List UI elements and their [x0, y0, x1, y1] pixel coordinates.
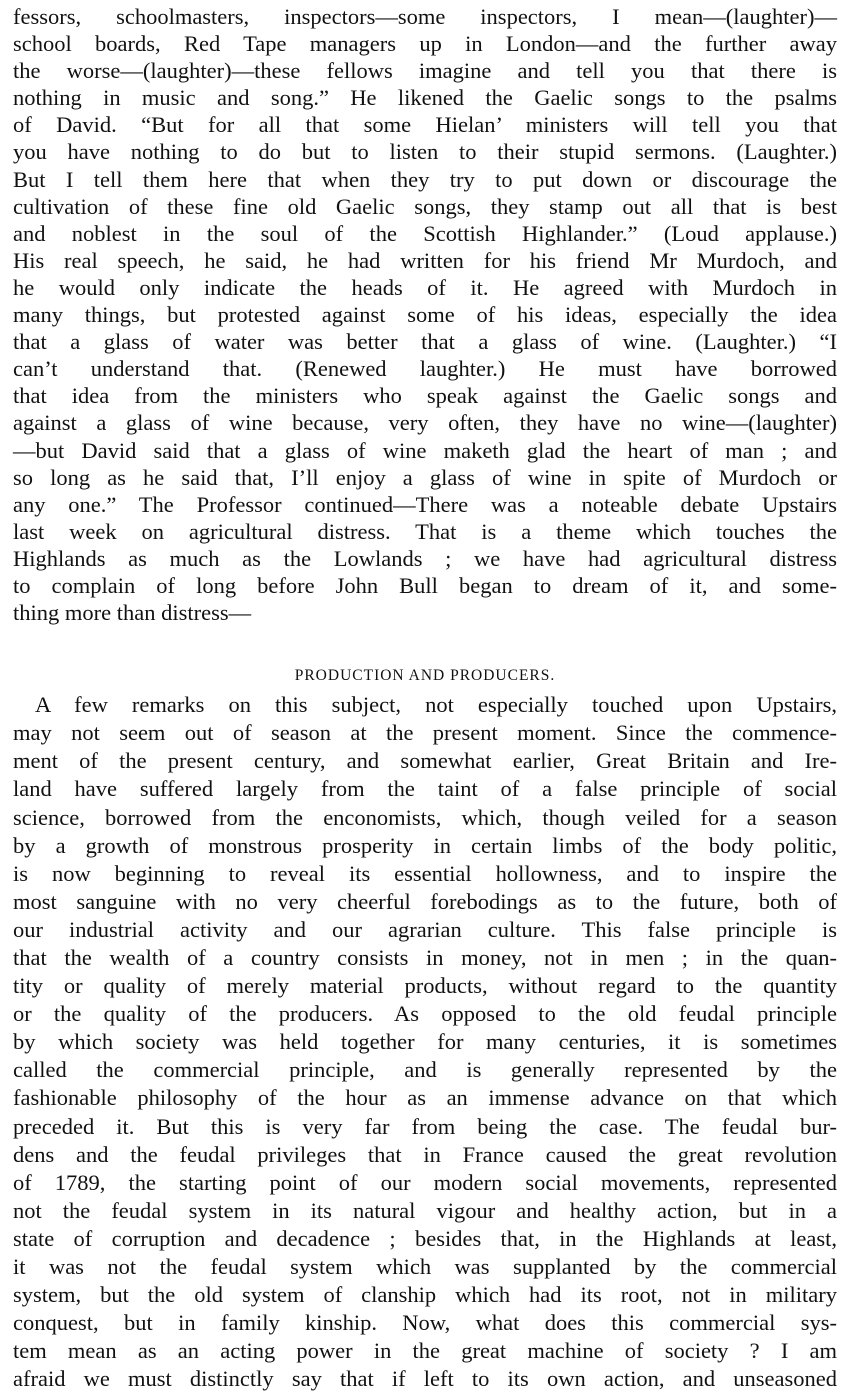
text-line: by which society was held together for many centuries, it is sometimes: [13, 1029, 837, 1055]
text-line: —but David said that a glass of wine maketh glad the heart of man ; and: [13, 437, 837, 463]
text-line: last week on agricultural distress. That is a theme which touches the: [13, 518, 837, 544]
text-line: many things, but protested against some of his ideas, especially the idea: [13, 302, 837, 328]
text-line: science, borrowed from the enconomists, which, though veiled for a season: [13, 804, 837, 830]
text-line: school boards, Red Tape managers up in London—and the further away: [13, 31, 837, 57]
text-line: of David. “But for all that some Hielan’ ministers will tell you that: [13, 112, 837, 138]
text-line: any one.” The Professor continued—There was a noteable debate Upstairs: [13, 491, 837, 517]
text-line: His real speech, he said, he had written for his friend Mr Murdoch, and: [13, 247, 837, 273]
text-line: thing more than distress—: [13, 600, 252, 626]
text-line: can’t understand that. (Renewed laughter.) He must have borrowed: [13, 356, 837, 382]
text-line: against a glass of wine because, very often, they have no wine—(laughter): [13, 410, 837, 436]
text-line: state of corruption and decadence ; besides that, in the Highlands at least,: [13, 1225, 837, 1251]
text-line: by a growth of monstrous prosperity in certain limbs of the body politic,: [13, 832, 837, 858]
text-line: fashionable philosophy of the hour as an immense advance on that which: [13, 1085, 837, 1111]
text-line: system, but the old system of clanship which had its root, not in military: [13, 1282, 837, 1308]
text-line: nothing in music and song.” He likened the Gaelic songs to the psalms: [13, 85, 837, 111]
text-line: you have nothing to do but to listen to their stupid sermons. (Laughter.): [13, 139, 837, 165]
text-line: A few remarks on this subject, not especially touched upon Upstairs,: [35, 692, 837, 718]
text-line: But I tell them here that when they try to put down or discourage the: [13, 166, 837, 192]
text-line: preceded it. But this is very far from being the case. The feudal bur-: [13, 1113, 837, 1139]
text-line: tem mean as an acting power in the great machine of society ? I am: [13, 1338, 837, 1364]
text-line: of 1789, the starting point of our modern social movements, represented: [13, 1169, 837, 1195]
text-line: he would only indicate the heads of it. He agreed with Murdoch in: [13, 274, 837, 300]
text-line: Highlands as much as the Lowlands ; we have had agricultural distress: [13, 545, 837, 571]
text-line: it was not the feudal system which was supplanted by the commercial: [13, 1254, 837, 1280]
text-line: the worse—(laughter)—these fellows imagine and tell you that there is: [13, 58, 837, 84]
text-line: is now beginning to reveal its essential hollowness, and to inspire the: [13, 860, 837, 886]
text-line: not the feudal system in its natural vigour and healthy action, but in a: [13, 1197, 837, 1223]
text-line: may not seem out of season at the present moment. Since the commence-: [13, 720, 837, 746]
document-page: [13, 3, 837, 1394]
text-line: conquest, but in family kinship. Now, what does this commercial sys-: [13, 1310, 837, 1336]
text-line: called the commercial principle, and is generally represented by the: [13, 1057, 837, 1083]
text-line: that the wealth of a country consists in money, not in men ; in the quan-: [13, 945, 837, 970]
text-line: tity or quality of merely material products, without regard to the quantity: [13, 973, 837, 999]
text-line: cultivation of these fine old Gaelic songs, they stamp out all that is best: [13, 193, 837, 219]
text-line: to complain of long before John Bull began to dream of it, and some-: [13, 572, 837, 598]
paragraph-speech: [13, 3, 837, 626]
section-heading: PRODUCTION AND PRODUCERS.: [294, 667, 556, 685]
text-line: dens and the feudal privileges that in France caused the great revolution: [13, 1141, 837, 1167]
text-line: land have suffered largely from the taint of a false principle of social: [13, 776, 837, 802]
text-line: most sanguine with no very cheerful forebodings as to the future, both of: [13, 888, 837, 914]
text-line: and noblest in the soul of the Scottish Highlander.” (Loud applause.): [13, 220, 837, 246]
text-line: fessors, schoolmasters, inspectors—some inspectors, I mean—(laughter)—: [13, 4, 837, 29]
text-line: that a glass of water was better that a glass of wine. (Laughter.) “I: [13, 329, 837, 355]
text-line: or the quality of the producers. As opposed to the old feudal principle: [13, 1001, 837, 1027]
text-line: ment of the present century, and somewhat earlier, Great Britain and Ire-: [13, 748, 837, 774]
text-line: afraid we must distinctly say that if left to its own action, and unseasoned: [13, 1366, 837, 1392]
text-line: our industrial activity and our agrarian culture. This false principle is: [13, 916, 837, 942]
text-line: so long as he said that, I’ll enjoy a glass of wine in spite of Murdoch or: [13, 464, 837, 490]
paragraph-production: [13, 691, 837, 1393]
text-line: that idea from the ministers who speak against the Gaelic songs and: [13, 383, 837, 409]
